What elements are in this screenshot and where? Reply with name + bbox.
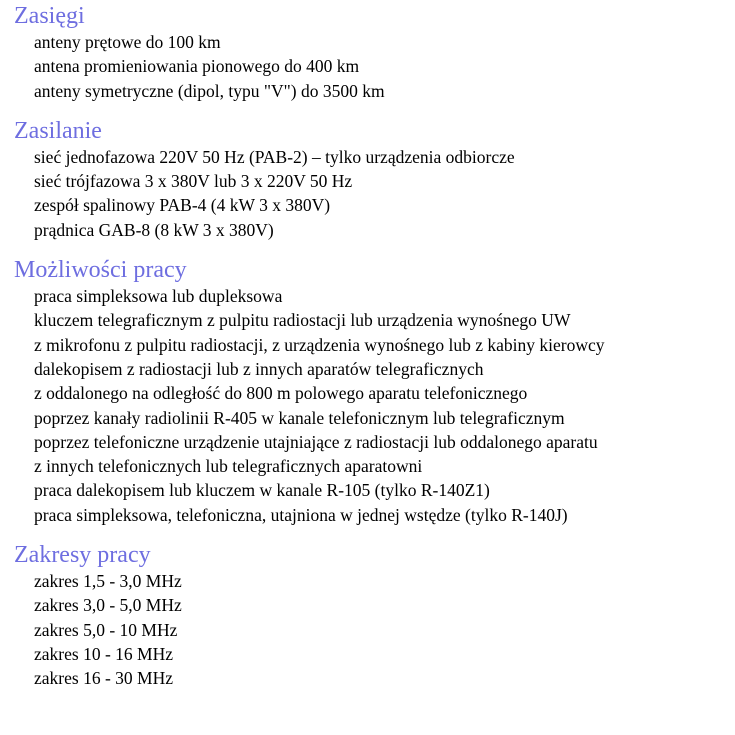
list-item: zakres 10 - 16 MHz	[34, 643, 173, 664]
section-power	[14, 117, 735, 242]
section-title-power: Zasilanie	[14, 117, 102, 144]
list-item: zespół spalinowy PAB-4 (4 kW 3 x 380V)	[34, 195, 331, 216]
list-item: sieć trójfazowa 3 x 380V lub 3 x 220V 50 Hz	[34, 171, 353, 192]
section-items-capabilities	[14, 284, 735, 527]
list-item: poprzez kanały radiolinii R-405 w kanale telefonicznym lub telegraficznym	[34, 407, 565, 428]
section-title-ranges: Zasięgi	[14, 3, 85, 29]
list-item: zakres 16 - 30 MHz	[34, 668, 173, 689]
section-items-ranges	[14, 30, 735, 103]
list-item: prądnica GAB-8 (8 kW 3 x 380V)	[34, 219, 274, 240]
list-item: zakres 1,5 - 3,0 MHz	[34, 571, 182, 592]
list-item: z oddalonego na odległość do 800 m polowego aparatu telefonicznego	[34, 383, 528, 404]
section-title-frequency-ranges: Zakresy pracy	[14, 542, 151, 569]
section-capabilities	[14, 256, 735, 527]
section-items-frequency-ranges	[14, 569, 735, 690]
section-items-power	[14, 145, 735, 242]
list-item: zakres 3,0 - 5,0 MHz	[34, 595, 182, 616]
list-item: kluczem telegraficznym z pulpitu radiostacji lub urządzenia wynośnego UW	[34, 310, 571, 331]
list-item: anteny symetryczne (dipol, typu "V") do 3500 km	[34, 80, 385, 101]
list-item: dalekopisem z radiostacji lub z innych aparatów telegraficznych	[34, 358, 484, 379]
list-item: z innych telefonicznych lub telegraficznych aparatowni	[34, 456, 423, 477]
list-item: zakres 5,0 - 10 MHz	[34, 619, 178, 640]
section-ranges	[14, 2, 735, 103]
list-item: praca simpleksowa lub dupleksowa	[34, 286, 283, 307]
section-frequency-ranges	[14, 541, 735, 690]
list-item: z mikrofonu z pulpitu radiostacji, z urządzenia wynośnego lub z kabiny kierowcy	[34, 334, 605, 355]
list-item: praca simpleksowa, telefoniczna, utajniona w jednej wstędze (tylko R-140J)	[34, 504, 568, 525]
list-item: sieć jednofazowa 220V 50 Hz (PAB-2) – tylko urządzenia odbiorcze	[34, 146, 515, 167]
list-item: praca dalekopisem lub kluczem w kanale R-105 (tylko R-140Z1)	[34, 480, 490, 501]
list-item: poprzez telefoniczne urządzenie utajniające z radiostacji lub oddalonego aparatu	[34, 431, 598, 452]
list-item: anteny prętowe do 100 km	[34, 32, 221, 52]
list-item: antena promieniowania pionowego do 400 km	[34, 56, 360, 77]
section-title-capabilities: Możliwości pracy	[14, 257, 187, 284]
